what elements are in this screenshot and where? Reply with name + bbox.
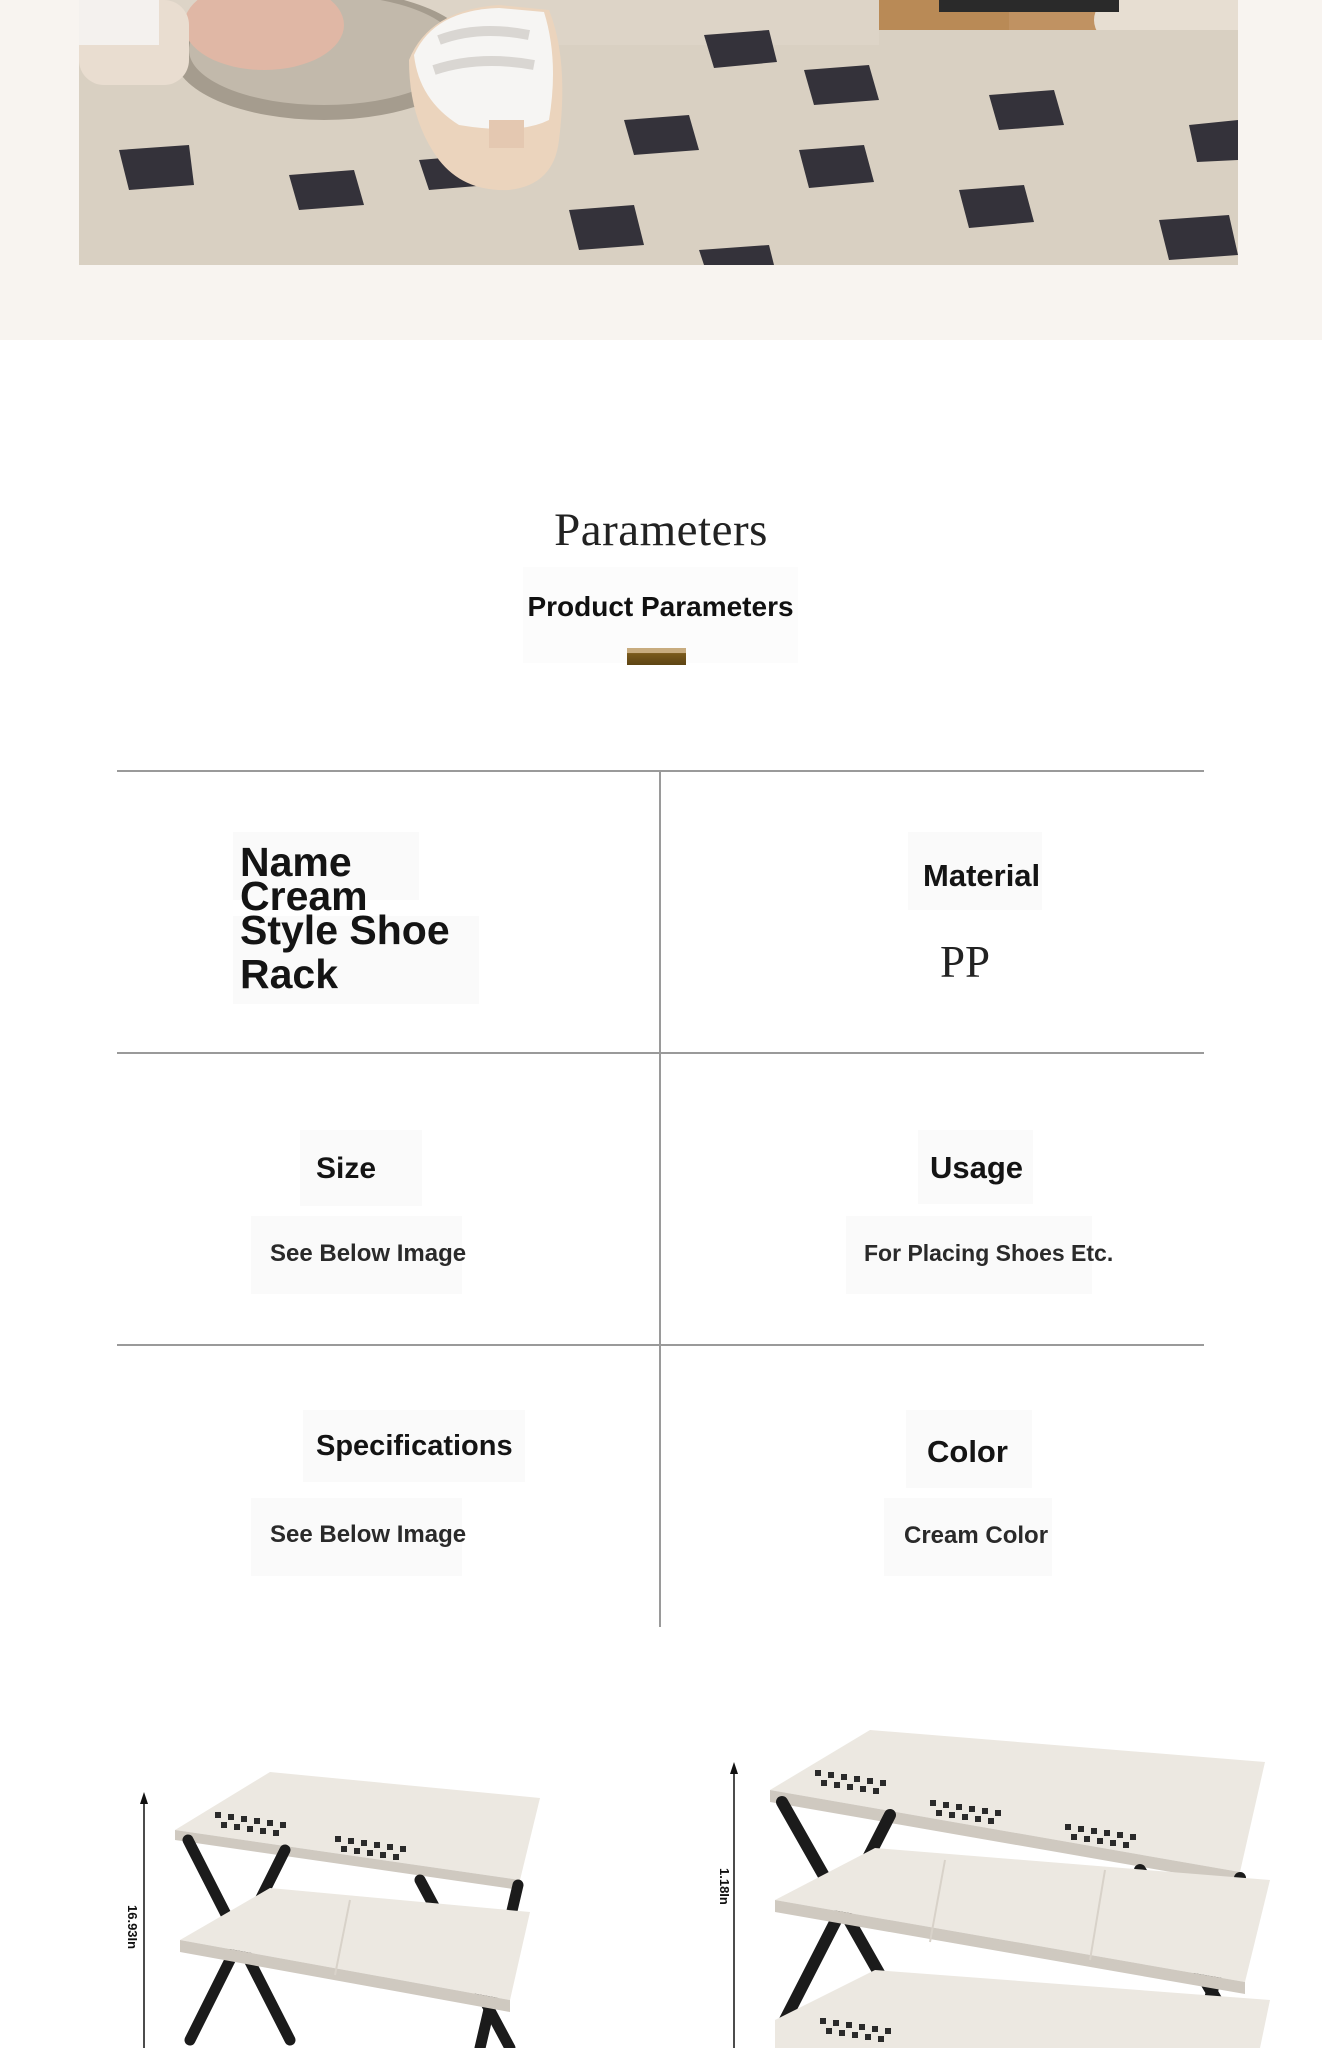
param-size-value: See Below Image [270, 1240, 467, 1267]
param-color-value: Cream Color [904, 1522, 1049, 1549]
param-name-value-line: Cream [240, 873, 368, 919]
param-material-heading: Material [923, 858, 1041, 893]
param-name-value-line: Style Shoe [240, 907, 450, 953]
param-specifications-value: See Below Image [270, 1521, 467, 1548]
doormat-shoes-illustration [79, 0, 1238, 265]
table-divider [659, 772, 661, 1627]
param-specifications-heading: Specifications [316, 1430, 513, 1462]
param-name [240, 839, 450, 997]
param-color-heading: Color [927, 1434, 1008, 1469]
accent-bar [627, 648, 686, 665]
dimension-label-left: 16.93In [125, 1905, 140, 1950]
rack-image-left [120, 1740, 560, 2048]
dimension-label-right: 1.18In [717, 1868, 732, 1905]
hero-band [0, 0, 1322, 340]
param-usage-value: For Placing Shoes Etc. [864, 1240, 1114, 1266]
param-usage-heading: Usage [930, 1150, 1024, 1185]
section-title: Parameters [554, 504, 768, 556]
param-name-heading: Name [240, 839, 352, 885]
shoe-rack-two-tier-illustration [120, 1740, 560, 2048]
param-name-value-line: Rack [240, 951, 339, 997]
param-size-heading: Size [316, 1152, 377, 1185]
rack-image-right [700, 1720, 1300, 2048]
param-material-value: PP [940, 937, 991, 987]
section-subtitle: Product Parameters [523, 567, 798, 663]
hero-photo [79, 0, 1238, 265]
shoe-rack-three-tier-illustration [700, 1720, 1300, 2048]
